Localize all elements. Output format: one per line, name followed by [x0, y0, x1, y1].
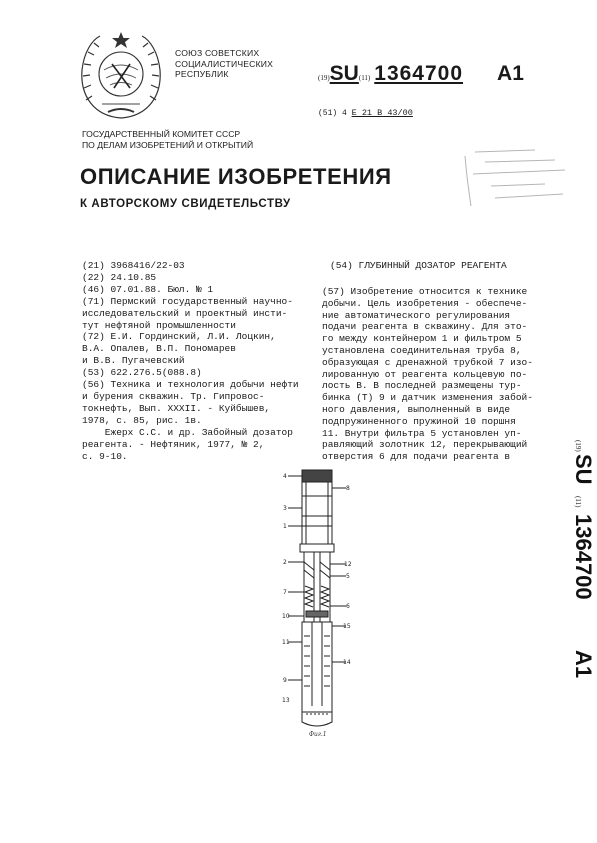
drawing-label: 7: [283, 589, 287, 596]
country-code: SU: [329, 62, 359, 85]
drawing-turbine: [304, 562, 330, 578]
ussr-emblem-icon: [74, 30, 168, 122]
union-line: РЕСПУБЛИК: [175, 69, 229, 79]
biblio-line: (22) 24.10.85: [82, 271, 157, 283]
drawing-label: 12: [344, 561, 352, 568]
abstract-line: добычи. Цель изобретения - обеспече-: [322, 297, 528, 309]
side-publication-number: [548, 440, 596, 700]
ipc-value: E 21 B 43/00: [351, 108, 413, 118]
kind-code: A1: [497, 62, 524, 85]
biblio-line: тут нефтяной промышленности: [82, 319, 236, 331]
inid-code-11: (11): [358, 74, 371, 82]
abstract-line: ного давления, выполненный в виде: [322, 403, 511, 415]
biblio-line: токнефть, Вып. XXXII. - Куйбышев,: [82, 402, 271, 414]
abstract-line: отверстия 6 для подачи реагента в: [322, 451, 511, 463]
ipc-code: (51) 4: [318, 109, 347, 118]
side-code-11: (11): [574, 496, 582, 508]
biblio-line: (71) Пермский государственный научно-: [82, 295, 293, 307]
union-line: СОЮЗ СОВЕТСКИХ: [175, 48, 260, 58]
side-patent-number: 1364700: [571, 514, 596, 600]
bibliographic-data: [82, 260, 310, 462]
abstract-line: равляющий золотник 12, перекрывающий: [322, 439, 528, 451]
library-stamp-icon: [455, 140, 575, 220]
biblio-line: (72) Е.И. Гординский, Л.И. Лоцкин,: [82, 331, 276, 343]
abstract-line: (57) Изобретение относится к технике: [322, 286, 528, 297]
drawing-label: 3: [283, 505, 287, 512]
biblio-line: (53) 622.276.5(088.8): [82, 367, 202, 379]
abstract-line: подачи реагента в скважину. Для это-: [322, 321, 528, 333]
biblio-line: (21) 3968416/22-03: [82, 260, 185, 271]
biblio-line: В.А. Опалев, В.П. Пономарев: [82, 343, 236, 355]
publication-number: [318, 62, 524, 86]
side-kind-code: A1: [571, 650, 596, 679]
biblio-line: реагента. - Нефтяник, 1977, № 2,: [82, 438, 265, 450]
biblio-line: исследовательский и проектный инсти-: [82, 307, 288, 319]
abstract: [322, 286, 540, 463]
drawing-label: 13: [282, 697, 290, 704]
drawing-label: 4: [283, 473, 287, 480]
drawing-label: 8: [346, 485, 350, 492]
union-name: [175, 48, 273, 80]
biblio-line: Ежерх С.С. и др. Забойный дозатор: [82, 426, 293, 438]
biblio-line: и бурения скважин. Тр. Гипровос-: [82, 390, 265, 402]
drawing-label: 5: [346, 573, 350, 580]
biblio-line: (56) Техника и технология добычи нефти: [82, 379, 299, 391]
abstract-line: установлена соединительная труба 8,: [322, 344, 522, 356]
invention-title: (54) ГЛУБИННЫЙ ДОЗАТОР РЕАГЕНТА: [330, 260, 507, 271]
side-country-code: SU: [571, 454, 596, 485]
drawing-piston: [306, 611, 328, 617]
drawing-label: 14: [343, 659, 351, 666]
figure-caption: Фиг.1: [309, 731, 327, 738]
biblio-line: и В.В. Пугачевский: [82, 355, 185, 367]
drawing-label: 9: [283, 677, 287, 684]
committee-line: ГОСУДАРСТВЕННЫЙ КОМИТЕТ СССР: [82, 129, 241, 139]
abstract-line: образующая с дренажной трубкой 7 изо-: [322, 356, 533, 368]
abstract-line: бинка (Т) 9 и датчик изменения забой-: [322, 392, 533, 404]
biblio-line: с. 9-10.: [82, 450, 128, 462]
abstract-line: го между контейнером 1 и фильтром 5: [322, 333, 522, 345]
union-line: СОЦИАЛИСТИЧЕСКИХ: [175, 58, 274, 69]
biblio-line: (46) 07.01.88. Бюл. № 1: [82, 283, 214, 295]
abstract-line: ние автоматического регулирования: [322, 309, 511, 321]
ipc-classification: [318, 108, 413, 118]
side-code-19: (19): [574, 440, 582, 452]
drawing-spring: [305, 586, 329, 607]
inid-code-19: (19): [318, 74, 330, 82]
drawing-label: 6: [346, 603, 350, 610]
drawing-cap: [302, 470, 332, 482]
drawing-coupling: [300, 544, 334, 552]
drawing-label: 11: [282, 639, 290, 646]
drawing-label: 10: [282, 613, 290, 620]
drawing-label: 2: [283, 559, 287, 566]
technical-drawing: [282, 466, 352, 738]
drawing-label: 15: [343, 623, 351, 630]
abstract-line: лость В. В последней размещены тур-: [322, 380, 522, 392]
committee-line: ПО ДЕЛАМ ИЗОБРЕТЕНИЙ И ОТКРЫТИЙ: [82, 139, 254, 150]
committee-name: [82, 129, 253, 150]
abstract-line: лированную от реагента кольцевую по-: [322, 368, 528, 380]
drawing-label: 1: [283, 523, 287, 530]
abstract-line: 11. Внутри фильтра 5 установлен уп-: [322, 427, 522, 439]
document-title: ОПИСАНИЕ ИЗОБРЕТЕНИЯ: [80, 164, 392, 189]
biblio-line: 1978, с. 85, рис. 1в.: [82, 414, 202, 426]
patent-number: 1364700: [374, 62, 464, 85]
abstract-line: подпружиненного пружиной 10 поршня: [322, 415, 516, 427]
document-subtitle: К АВТОРСКОМУ СВИДЕТЕЛЬСТВУ: [80, 198, 291, 210]
